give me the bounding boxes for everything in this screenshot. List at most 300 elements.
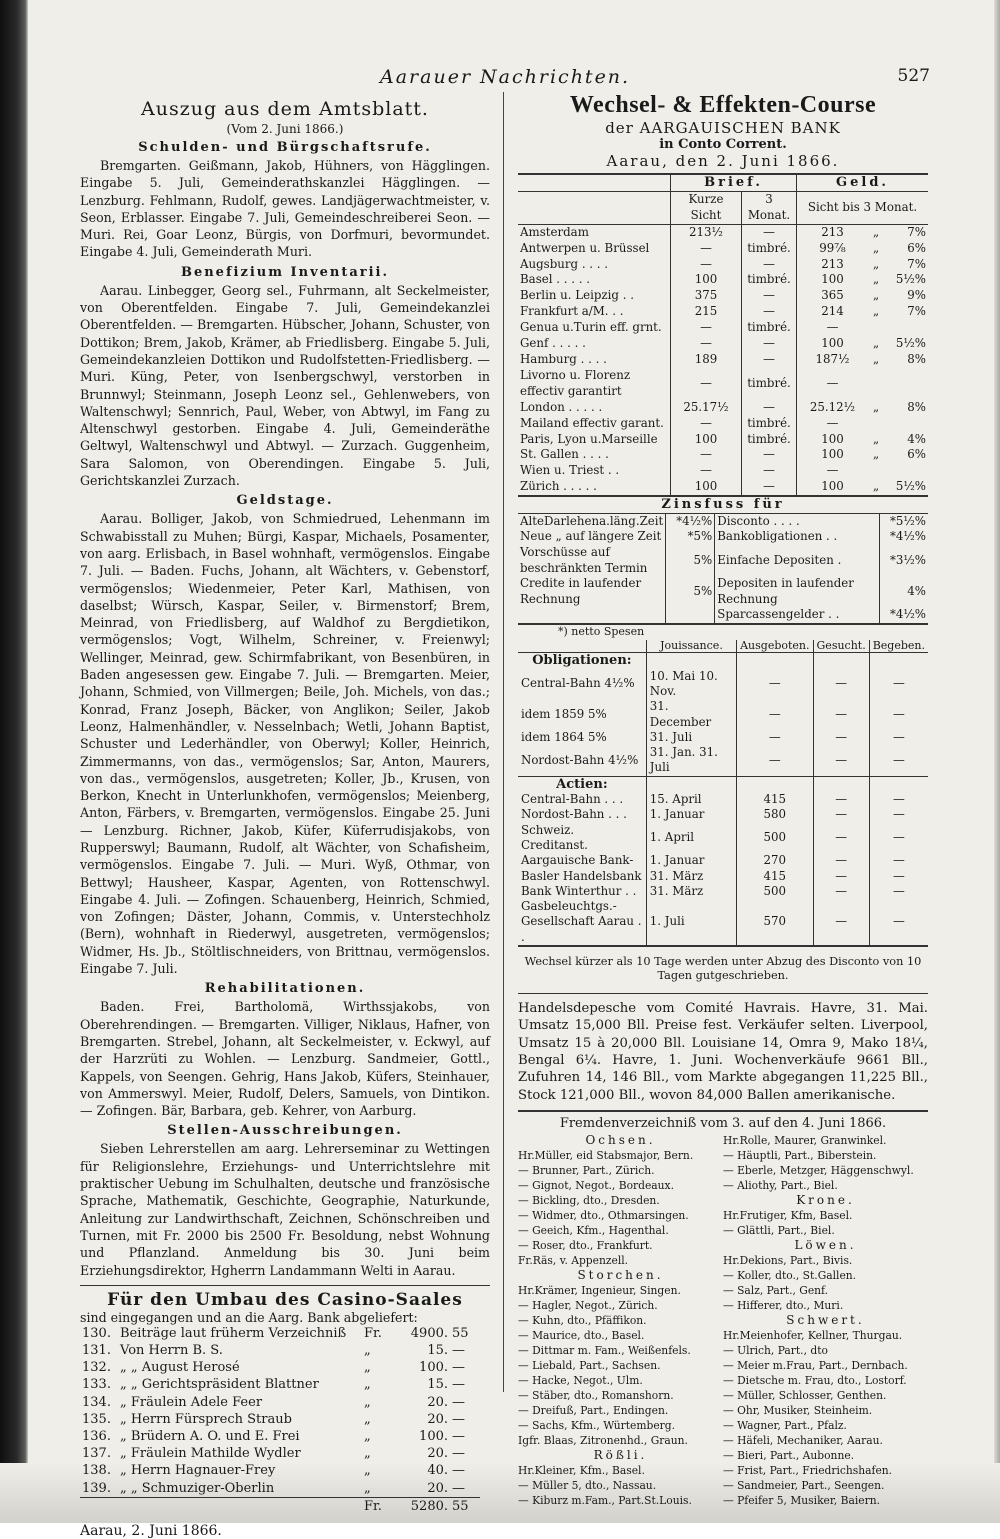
donation-name: Von Herrn B. S.: [120, 1343, 223, 1359]
donation-amount: 20.: [427, 1480, 448, 1496]
donation-number: 130.: [82, 1325, 111, 1341]
guest-entry: — Widmer, dto., Othmarsingen.: [518, 1208, 689, 1222]
donation-rappen: —: [452, 1377, 465, 1393]
actien-row-name: Central-Bahn . . .: [521, 792, 624, 807]
exchange-percent: 7%: [907, 256, 926, 271]
exchange-ditto: „: [872, 431, 880, 446]
exchange-place: Paris, Lyon u.Marseille: [520, 431, 658, 446]
oblig-row-begeben: —: [869, 699, 928, 730]
donation-number: 132.: [82, 1360, 111, 1376]
oblig-row-ausgeboten: —: [737, 699, 813, 730]
actien-row-begeben: —: [869, 869, 928, 884]
zins-label-right: Bankobligationen . .: [715, 529, 880, 545]
exchange-rates-table: [518, 173, 928, 497]
exchange-percent: 8%: [907, 351, 926, 366]
donation-row: [80, 1342, 480, 1359]
oblig-row: [518, 730, 928, 745]
donation-amount: 100.: [419, 1429, 448, 1445]
donation-row: [80, 1480, 480, 1498]
conto-line: in Conto Corrent.: [659, 137, 787, 152]
donation-name: „ Fräulein Adele Feer: [120, 1394, 263, 1410]
zins-label-left: Vorschüsse auf beschränkten Termin: [520, 544, 648, 575]
guest-entry: Hr.Müller, eid Stabsmajor, Bern.: [518, 1148, 694, 1162]
oblig-row-ausgeboten: —: [737, 730, 813, 745]
netto-spesen-note: *) netto Spesen: [558, 624, 645, 638]
exchange-ditto: „: [872, 304, 880, 319]
donation-row: [80, 1325, 480, 1342]
exchange-kurz-sicht: 100: [671, 479, 742, 496]
begeben-header: Begeben.: [869, 640, 928, 653]
donation-currency: „: [364, 1463, 371, 1479]
zins-row: [518, 576, 928, 607]
fremden-col-2: [723, 1133, 928, 1508]
guest-entry: — Hacke, Negot., Ulm.: [518, 1373, 643, 1387]
left-column: [80, 96, 490, 1539]
actien-row-begeben: —: [869, 899, 928, 946]
donation-row: [80, 1428, 480, 1445]
exchange-drei-monat: timbré.: [742, 416, 797, 432]
page-edge-right: [994, 0, 1000, 1523]
guest-entry: Fr.Räs, v. Appenzell.: [518, 1253, 629, 1267]
right-column: [518, 92, 928, 1508]
exchange-kurz-sicht: 189: [671, 352, 742, 368]
exchange-drei-monat: timbré.: [742, 272, 797, 288]
exchange-row: [518, 463, 928, 479]
exchange-kurz-sicht: —: [671, 447, 742, 463]
donation-amount: 20.: [427, 1411, 448, 1427]
drei-monat-header: 3 Monat.: [742, 191, 797, 224]
exchange-row: [518, 400, 928, 416]
exchange-drei-monat: —: [742, 288, 797, 304]
rehab-heading: Rehabilitationen.: [204, 981, 366, 997]
exchange-ditto: [868, 463, 884, 479]
zins-pct-left: 5%: [666, 545, 715, 576]
actien-row-name: Gasbeleuchtgs.-Gesellschaft Aarau . .: [521, 899, 642, 944]
geld-header: Geld.: [797, 174, 929, 191]
book-spine-shadow: [0, 0, 28, 1523]
actien-row: [518, 899, 928, 946]
exchange-row: [518, 241, 928, 257]
page-number: 527: [897, 66, 930, 86]
exchange-geld: 100: [797, 272, 869, 288]
donation-amount: 100.: [419, 1360, 448, 1376]
exchange-percent: 5½%: [895, 479, 926, 494]
exchange-place: Hamburg . . . .: [520, 351, 607, 366]
geldstage-heading: Geldstage.: [236, 493, 334, 509]
donation-currency: „: [364, 1480, 371, 1496]
hotel-heading: Rößli.: [593, 1447, 648, 1462]
guest-entry: — Kiburz m.Fam., Part.St.Louis.: [518, 1493, 692, 1507]
actien-row-ausgeboten: 500: [737, 884, 813, 899]
guest-entry: — Brunner, Part., Zürich.: [518, 1163, 655, 1177]
exchange-row: [518, 304, 928, 320]
donation-name: „ „ August Herosé: [120, 1360, 240, 1376]
exchange-kurz-sicht: 375: [671, 288, 742, 304]
fremden-col-1: [518, 1133, 723, 1508]
guest-entry: — Sandmeier, Part., Seengen.: [723, 1478, 885, 1492]
exchange-row: [518, 336, 928, 352]
oblig-row-name: idem 1859 5%: [521, 706, 607, 721]
guest-entry: — Pfeifer 5, Musiker, Baiern.: [723, 1493, 880, 1507]
exchange-kurz-sicht: —: [671, 416, 742, 432]
guest-entry: — Ohr, Musiker, Steinheim.: [723, 1403, 873, 1417]
oblig-row-gesucht: —: [813, 669, 869, 700]
exchange-place: Genf . . . . .: [520, 336, 586, 351]
running-head: Aarauer Nachrichten.: [380, 66, 631, 88]
guest-entry: — Maurice, dto., Basel.: [518, 1328, 645, 1342]
actien-row-begeben: —: [869, 884, 928, 899]
exchange-drei-monat: —: [742, 336, 797, 352]
zins-row: [518, 529, 928, 545]
donation-currency: „: [364, 1429, 371, 1445]
oblig-row-begeben: —: [869, 730, 928, 745]
zins-label-right: Disconto . . . .: [715, 513, 880, 529]
exchange-geld: —: [797, 416, 869, 432]
zins-pct-left: 5%: [666, 576, 715, 607]
donation-amount: 4900.: [410, 1325, 448, 1341]
rehab-text: Baden. Frei, Bartholomä, Wirthssjakobs, von Oberehrendingen. — Bremgarten. Villiger, Niklaus, Hafner, von Bremgarten. Strebel, Johann, alt Seckelmeister, v. Eckwyl, auf der Harzrüti zu Wohlen. — Lenzburg. Sandmeier, Gottl., Kappels, von Seengen. Gehrig, Hans Jakob, Küfers, Steinhauer, von Ammerswyl. Meier, Rudolf, Delers, Samuels, von Dintikon. — Zofingen. Bär, Barbara, geb. Kehrer, von Aarburg.: [80, 999, 490, 1119]
exchange-geld: 187½: [797, 352, 869, 368]
donation-currency: „: [364, 1446, 371, 1462]
exchange-place: London . . . . .: [520, 399, 603, 414]
kurz-sicht-header: Kurze Sicht: [671, 191, 742, 224]
guest-entry: — Eberle, Metzger, Häggenschwyl.: [723, 1163, 914, 1177]
zins-label-left: Neue „ auf längere Zeit: [520, 529, 662, 544]
exchange-kurz-sicht: 100: [671, 432, 742, 448]
guest-entry: — Glättli, Part., Biel.: [723, 1223, 835, 1237]
exchange-ditto: „: [872, 351, 880, 366]
guest-entry: — Sachs, Kfm., Würtemberg.: [518, 1418, 676, 1432]
oblig-row-begeben: —: [869, 745, 928, 776]
donation-number: 138.: [82, 1463, 111, 1479]
exchange-geld: 213: [797, 224, 869, 240]
exchange-geld: 100: [797, 432, 869, 448]
exchange-drei-monat: —: [742, 463, 797, 479]
actien-row: [518, 823, 928, 854]
exchange-percent: [884, 320, 928, 336]
actien-row-gesucht: —: [813, 807, 869, 822]
actien-row-ausgeboten: 580: [737, 807, 813, 822]
hotel-heading: Storchen.: [577, 1267, 664, 1282]
donation-currency: „: [364, 1411, 371, 1427]
donation-row: [80, 1394, 480, 1411]
handelsdepesche: Handelsdepesche vom Comité Havrais. Havre, 31. Mai. Umsatz 15,000 Bll. Preise fest. Verkäufer selten. Liverpool, Umsatz 15 à 20,000 Bll. Louisiane 14, Omra 9, Mako 18¼, Bengal 6¼. Havre, 1. Juni. Wochenverkäufe 9661 Bll., Zufuhren 14, 146 Bll., vom Markte abgegangen 11,225 Bll., Stock 121,000 Bll., wovon 84,000 Ballen amerikanische.: [518, 993, 928, 1104]
obligationen-label: Obligationen:: [532, 653, 632, 669]
exchange-ditto: „: [872, 336, 880, 351]
donation-currency: „: [364, 1343, 371, 1359]
oblig-row-name: Central-Bahn 4½%: [521, 676, 635, 691]
exchange-drei-monat: —: [742, 447, 797, 463]
actien-row-name: Nordost-Bahn . . .: [521, 807, 627, 822]
exchange-row: [518, 320, 928, 336]
zins-pct-right: *5½%: [880, 513, 929, 529]
actien-row-jouissance: 15. April: [646, 792, 736, 807]
donation-currency: „: [364, 1377, 371, 1393]
donation-currency: Fr.: [364, 1325, 382, 1341]
guest-entry: — Dreifuß, Part., Endingen.: [518, 1403, 669, 1417]
exchange-percent: [884, 463, 928, 479]
exchange-ditto: „: [872, 447, 880, 462]
zins-pct-left: *4½%: [666, 513, 715, 529]
guest-entry: — Wagner, Part., Pfalz.: [723, 1418, 847, 1432]
oblig-row: [518, 699, 928, 730]
donation-amount: 15.: [427, 1377, 448, 1393]
benefizium-heading: Benefizium Inventarii.: [180, 264, 390, 280]
exchange-row: [518, 288, 928, 304]
zins-label-right: Sparcassengelder . .: [715, 607, 880, 624]
hotel-heading: Krone.: [796, 1192, 855, 1207]
exchange-drei-monat: timbré.: [742, 241, 797, 257]
actien-row-ausgeboten: 570: [737, 899, 813, 946]
geldstage-text: Aarau. Bolliger, Jakob, von Schmiedrued, Lehenmann im Schwabisstall zu Muhen; Bürgi, Kaspar, Michaels, Posamenter, von aarg. Erlisbach, in Basel wohnhaft, vermögenslos. Eingabe 7. Juli. — Baden. Fuchs, Johann, alt Wächters, v. Gebenstorf, vermögenslos; Wiedenmeier, Peter Karl, Mathisen, von daselbst; Würsch, Kaspar, Seiler, v. Birmenstorf; Brem, Meinrad, von Friedlisberg, auf Waldhof zu Bergdietikon, vermögenslos; Vogt, Wilhelm, Schreiner, v. Freienwyl; Wellinger, Meinrad, gew. Schirmfabrikant, von Besenbüren, in Baden angesessen gew. Eingabe 7. Juli. — Bremgarten. Meier, Johann, Schmied, von Villmergen; Beile, Joh. Michels, von das.; Konrad, Franz Joseph, Bäcker, von Anglikon; Seiler, Jakob Leonz, Halmenhändler, v. Nesselnbach; Wetli, Johann Baptist, Schuster und Lederhändler, von Oberwyl; Koller, Heinrich, Zimmermanns, von das., vermögenslos; Sar, Anton, Maurers, von das., vermögenslos, ausgetreten; Koller, Jb., Krusen, von Berkon, Knecht in Unterlunkhofen, vermögenslos; Meienberg, Anton, Färbers, v. Bremgarten, vermögenslos. Eingabe 25. Juni — Lenzburg. Richner, Jakob, Küfer, Küferrudisjakobs, von Rupperswyl; Baumann, Rudolf, alt Wächter, von Schafisheim, vermögenslos. Eingabe 7. Juli. — Muri. Wyß, Othmar, von Bettwyl; Hausheer, Kaspar, Agenten, von Rottenschwyl. Eingabe 4. Juli. — Zofingen. Schauenberg, Heinrich, Schmied, von Zofingen; Däster, Johann, Commis, v. Unterstechholz (Bern), wohnhaft in Riederwyl, ausgetreten, vermögenslos; Widmer, Hs. Jb., Stöltlischneiders, von Brittnau, vermögenslos. Eingabe 7. Juli.: [80, 511, 490, 977]
exchange-row: [518, 352, 928, 368]
exchange-ditto: „: [872, 399, 880, 414]
jouissance-header: Jouissance.: [646, 640, 736, 653]
exchange-geld: 99⅞: [797, 241, 869, 257]
guest-entry: — Kuhn, dto., Pfäffikon.: [518, 1313, 647, 1327]
donation-name: „ „ Schmuziger-Oberlin: [120, 1480, 275, 1496]
zins-pct-right: *4½%: [880, 529, 929, 545]
donation-currency: „: [364, 1360, 371, 1376]
oblig-row-ausgeboten: —: [737, 669, 813, 700]
donation-rappen: —: [452, 1394, 465, 1410]
actien-row-gesucht: —: [813, 869, 869, 884]
exchange-drei-monat: timbré.: [742, 320, 797, 336]
guest-entry: Hr.Rolle, Maurer, Granwinkel.: [723, 1133, 887, 1147]
exchange-percent: 5½%: [895, 336, 926, 351]
obligations-table: [518, 640, 928, 947]
exchange-place: Genua u.Turin eff. grnt.: [520, 320, 662, 335]
actien-row-jouissance: 1. Juli: [646, 899, 736, 946]
donation-number: 133.: [82, 1377, 111, 1393]
actien-row-gesucht: —: [813, 884, 869, 899]
hotel-heading: Schwert.: [786, 1312, 865, 1327]
donation-rappen: —: [452, 1446, 465, 1462]
exchange-place: Augsburg . . . .: [520, 256, 609, 271]
hotel-heading: Ochsen.: [585, 1132, 656, 1147]
exchange-kurz-sicht: —: [671, 257, 742, 273]
exchange-percent: 7%: [907, 304, 926, 319]
donation-number: 136.: [82, 1429, 111, 1445]
signature-line: Aarau, 2. Juni 1866.: [80, 1523, 222, 1539]
exchange-place: St. Gallen . . . .: [520, 447, 609, 462]
oblig-row-ausgeboten: —: [737, 745, 813, 776]
donations-intro: sind eingegangen und an die Aarg. Bank abgeliefert:: [80, 1309, 418, 1325]
donation-rappen: —: [452, 1411, 465, 1427]
exchange-ditto: „: [872, 272, 880, 287]
actien-row-jouissance: 1. Januar: [646, 807, 736, 822]
guest-entry: — Dittmar m. Fam., Weißenfels.: [518, 1343, 691, 1357]
oblig-row-begeben: —: [869, 669, 928, 700]
exchange-percent: 7%: [907, 224, 926, 239]
exchange-percent: [884, 416, 928, 432]
actien-row-jouissance: 31. März: [646, 869, 736, 884]
exchange-ditto: „: [872, 479, 880, 494]
donation-name: „ Herrn Hagnauer-Frey: [120, 1463, 276, 1479]
guest-entry: Hr.Dekions, Part., Bivis.: [723, 1253, 853, 1267]
actien-row: [518, 792, 928, 807]
donation-rappen: 55: [452, 1325, 469, 1341]
actien-row: [518, 853, 928, 868]
zinsfuss-heading: Zinsfuss für: [518, 497, 928, 513]
actien-row-jouissance: 31. März: [646, 884, 736, 899]
zins-empty: [518, 607, 666, 624]
guest-entry: — Liebald, Part., Sachsen.: [518, 1358, 661, 1372]
exchange-kurz-sicht: —: [671, 320, 742, 336]
exchange-place: Wien u. Triest . .: [520, 463, 620, 478]
casino-donations: [80, 1285, 490, 1515]
guest-entry: — Hifferer, dto., Muri.: [723, 1298, 844, 1312]
actien-row: [518, 884, 928, 899]
exchange-kurz-sicht: 100: [671, 272, 742, 288]
exchange-percent: 8%: [907, 399, 926, 414]
hotel-heading: Löwen.: [794, 1237, 857, 1252]
donation-number: 137.: [82, 1446, 111, 1462]
exchange-row: [518, 447, 928, 463]
exchange-ditto: „: [872, 256, 880, 271]
zins-pct-right: *4½%: [880, 607, 929, 624]
zins-label-left: AlteDarlehena.läng.Zeit: [520, 513, 664, 528]
donation-number: 135.: [82, 1411, 111, 1427]
schulden-heading: Schulden- und Bürgschaftsrufe.: [138, 140, 432, 155]
exchange-drei-monat: —: [742, 400, 797, 416]
exchange-kurz-sicht: —: [671, 336, 742, 352]
sicht-bis-header: Sicht bis 3 Monat.: [797, 191, 929, 224]
actien-row-begeben: —: [869, 853, 928, 868]
actien-row-ausgeboten: 500: [737, 823, 813, 854]
donation-name: „ Brüdern A. O. und E. Frei: [120, 1429, 300, 1445]
donation-row: [80, 1445, 480, 1462]
zins-pct-right: 4%: [880, 576, 929, 607]
exchange-place: Zürich . . . . .: [520, 479, 597, 494]
exchange-row: [518, 479, 928, 496]
exchange-percent: 5½%: [895, 272, 926, 287]
exchange-drei-monat: —: [742, 257, 797, 273]
amtsblatt-title: Auszug aus dem Amtsblatt.: [141, 98, 429, 120]
donation-rappen: —: [452, 1343, 465, 1359]
guest-entry: — Frist, Part., Friedrichshafen.: [723, 1463, 893, 1477]
exchange-drei-monat: —: [742, 304, 797, 320]
actien-row-jouissance: 1. Januar: [646, 853, 736, 868]
donation-row: [80, 1359, 480, 1376]
exchange-row: [518, 257, 928, 273]
guest-entry: Hr.Kleiner, Kfm., Basel.: [518, 1463, 645, 1477]
exchange-place: Livorno u. Florenz effectiv garantirt: [520, 367, 631, 398]
stellen-heading: Stellen-Ausschreibungen.: [167, 1123, 403, 1139]
actien-row-begeben: —: [869, 792, 928, 807]
guest-entry: — Häuptli, Part., Biberstein.: [723, 1148, 877, 1162]
exchange-percent: 4%: [907, 431, 926, 446]
course-date: Aarau, den 2. Juni 1866.: [606, 152, 840, 170]
donation-rappen: —: [452, 1463, 465, 1479]
exchange-geld: —: [797, 368, 869, 400]
exchange-geld: 100: [797, 479, 869, 496]
exchange-row: [518, 432, 928, 448]
donation-amount: 15.: [427, 1343, 448, 1359]
oblig-row: [518, 745, 928, 776]
donation-number: 139.: [82, 1480, 111, 1496]
actien-row-jouissance: 1. April: [646, 823, 736, 854]
zins-row: [518, 607, 928, 624]
guest-entry: — Koller, dto., St.Gallen.: [723, 1268, 857, 1282]
actien-row-name: Schweiz. Creditanst.: [521, 822, 588, 852]
exchange-row: [518, 224, 928, 240]
zins-label-right: Einfache Depositen .: [715, 545, 880, 576]
guest-entry: Hr.Krämer, Ingenieur, Singen.: [518, 1283, 681, 1297]
oblig-row-name: Nordost-Bahn 4½%: [521, 752, 639, 767]
guest-entry: Hr.Frutiger, Kfm, Basel.: [723, 1208, 853, 1222]
guest-entry: — Bickling, dto., Dresden.: [518, 1193, 660, 1207]
zins-pct-left: *5%: [666, 529, 715, 545]
zins-label-right: Depositen in laufender Rechnung: [715, 576, 880, 607]
exchange-percent: 6%: [907, 447, 926, 462]
schulden-text: Bremgarten. Geißmann, Jakob, Hühners, von Hägglingen. Eingabe 5. Juli, Gemeinderathskanzlei Hägglingen. — Lenzburg. Fehlmann, Rudolf, gewes. Landjägerwachtmeister, v. Seon, Erblasser. Eingabe 7. Juli, Gemeindeschreiberei Seon. — Muri. Rei, Goar Leonz, Bürgis, von Dorfmuri, bevormundet. Eingabe 4. Juli, Gemeinderath Muri.: [80, 158, 490, 260]
guest-entry: Igfr. Blaas, Zitronenhd., Graun.: [518, 1433, 688, 1447]
donation-name: „ „ Gerichtspräsident Blattner: [120, 1377, 319, 1393]
zins-pct-right: *3½%: [880, 545, 929, 576]
exchange-percent: 6%: [907, 240, 926, 255]
oblig-row-gesucht: —: [813, 699, 869, 730]
donation-amount: 20.: [427, 1446, 448, 1462]
exchange-kurz-sicht: 215: [671, 304, 742, 320]
exchange-place: Frankfurt a/M. . .: [520, 304, 624, 319]
actien-row-ausgeboten: 415: [737, 792, 813, 807]
zins-row: [518, 545, 928, 576]
oblig-row-gesucht: —: [813, 730, 869, 745]
actien-row: [518, 807, 928, 822]
guest-entry: — Roser, dto., Frankfurt.: [518, 1238, 653, 1252]
exchange-row: [518, 368, 928, 400]
stellen-text: Sieben Lehrerstellen am aarg. Lehrerseminar zu Wettingen für Religionslehre, Erziehungs- und Unterrichtslehre mit praktischer Uebung im Schulhalten, deutsche und französische Sprache, Mathematik, Geschichte, Geographie, Naturkunde, Anleitung zur Landwirthschaft, Zeichnen, Schönschreiben und Turnen, mit Fr. 2000 bis 2500 Fr. Besoldung, nebst Wohnung und Pflanzland. Anmeldung bis 30. Juni beim Erziehungsdirektor, Hgherrn Landammann Welti in Aarau.: [80, 1141, 490, 1278]
guest-entry: — Meier m.Frau, Part., Dernbach.: [723, 1358, 908, 1372]
donation-rappen: —: [452, 1480, 465, 1496]
donations-total-row: Fr. 5280. 55: [80, 1497, 480, 1515]
exchange-percent: 9%: [907, 288, 926, 303]
donations-table: [80, 1325, 480, 1515]
actien-row-gesucht: —: [813, 899, 869, 946]
actien-row-gesucht: —: [813, 823, 869, 854]
zins-row: [518, 513, 928, 529]
bank-name: der AARGAUISCHEN BANK: [605, 119, 841, 137]
donation-rappen: —: [452, 1360, 465, 1376]
actien-row-name: Aargauische Bank-: [521, 853, 634, 868]
guest-entry: — Salz, Part., Genf.: [723, 1283, 829, 1297]
donation-number: 134.: [82, 1394, 111, 1410]
fremdenverzeichnis: [518, 1110, 928, 1508]
donation-number: 131.: [82, 1343, 111, 1359]
exchange-row: [518, 416, 928, 432]
exchange-place: Amsterdam: [520, 224, 589, 239]
zins-label-left: Credite in laufender Rechnung: [520, 576, 642, 606]
exchange-geld: 365: [797, 288, 869, 304]
exchange-ditto: „: [872, 224, 880, 239]
exchange-row: [518, 272, 928, 288]
guest-entry: — Dietsche m. Frau, dto., Lostorf.: [723, 1373, 907, 1387]
benefizium-text: Aarau. Linbegger, Georg sel., Fuhrmann, alt Seckelmeister, von Oberentfelden. Eingabe 7. Juli, Gemeindekanzlei Oberentfelden. — Bremgarten. Hübscher, Johann, Schuster, von Dottikon; Brem, Jakob, Krämer, ab Friedlisberg. Eingabe 5. Juli, Gemeindekanzleien Dottikon und Rudolfstetten-Friedlisberg. — Muri. Küng, Peter, von Isenbergschwyl, verstorben in Brunnwyl; Steinmann, Joseph Leonz sel., Gehlenwebers, von Waltenschwyl; Sennrich, Paul, Weber, von Abtwyl, im Fang zu Altenschwyl gestorben. Eingabe 4. Juli, Gemeinderäthe Geltwyl, Waltenschwyl und Abtwyl. — Zurzach. Guggenheim, Sara Salomon, von Oberendingen. Eingabe 5. Juli, Gerichtskanzlei Zurzach.: [80, 282, 490, 489]
actien-row-begeben: —: [869, 807, 928, 822]
exchange-ditto: [868, 320, 884, 336]
guest-entry: — Müller, Schlosser, Genthen.: [723, 1388, 887, 1402]
donation-row: [80, 1411, 480, 1428]
guest-entry: — Geeich, Kfm., Hagenthal.: [518, 1223, 669, 1237]
exchange-kurz-sicht: —: [671, 241, 742, 257]
guest-entry: Hr.Meienhofer, Kellner, Thurgau.: [723, 1328, 903, 1342]
exchange-kurz-sicht: —: [671, 368, 742, 400]
zins-empty: [666, 607, 715, 624]
actien-row-name: Bank Winterthur . .: [521, 883, 637, 898]
guest-entry: — Bieri, Part., Aubonne.: [723, 1448, 855, 1462]
exchange-percent: [884, 368, 928, 400]
